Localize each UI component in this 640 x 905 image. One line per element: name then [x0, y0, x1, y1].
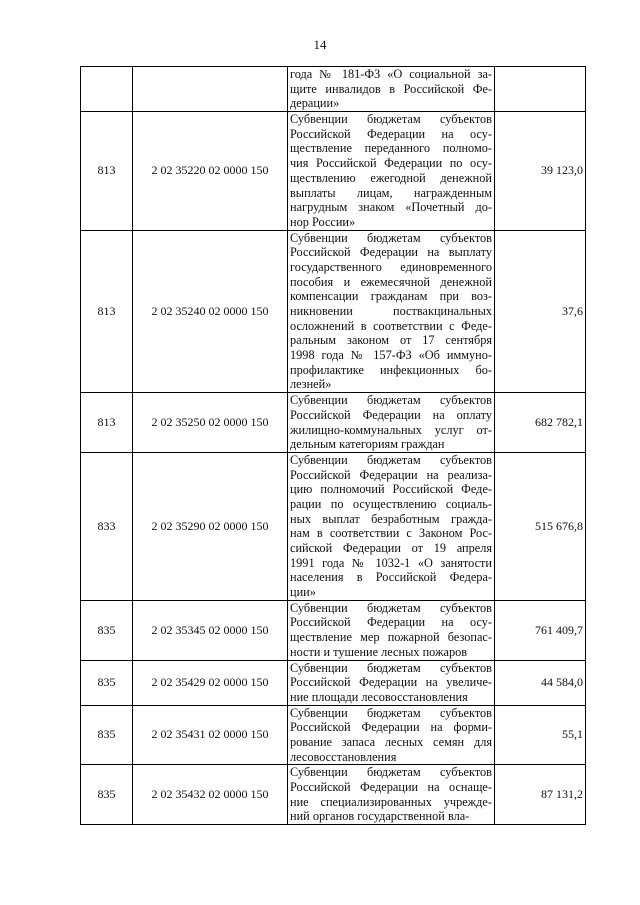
admin-code-cell: 835 — [81, 705, 133, 765]
description-line: дерации» — [290, 96, 340, 111]
description-line: Субвенции бюджетам субъектов — [290, 705, 492, 720]
amount-cell: 44 584,0 — [495, 660, 586, 705]
description-line: лезней» — [290, 377, 332, 392]
budget-classification-code-cell: 2 02 35429 02 0000 150 — [133, 660, 288, 705]
description-line: Российской Федерации на оплату — [290, 407, 492, 422]
amount-cell: 39 123,0 — [495, 112, 586, 231]
description-line: ний органов государственной вла- — [290, 809, 470, 824]
budget-classification-code-cell: 2 02 35290 02 0000 150 — [133, 452, 288, 600]
table-row — [81, 765, 586, 825]
description-cell — [288, 112, 495, 231]
description-line: лесовосстановления — [290, 749, 397, 764]
description-line: компенсации гражданам при воз- — [290, 289, 492, 304]
admin-code-cell: 813 — [81, 393, 133, 453]
table-row — [81, 705, 586, 765]
description-line: Российской Федерации на выплату — [290, 245, 492, 260]
description-line: ществление переданного полномо- — [290, 141, 492, 156]
description-line: ности и тушение лесных пожаров — [290, 644, 468, 659]
admin-code-cell: 835 — [81, 600, 133, 660]
description-line: населения в Российской Федера- — [290, 570, 492, 585]
amount-cell: 37,6 — [495, 230, 586, 393]
amount-cell: 761 409,7 — [495, 600, 586, 660]
description-line: года № 181-ФЗ «О социальной за- — [290, 67, 492, 81]
budget-table — [80, 66, 586, 825]
description-line: государственного единовременного — [290, 259, 492, 274]
description-cell — [288, 67, 495, 112]
description-cell — [288, 600, 495, 660]
admin-code-cell: 833 — [81, 452, 133, 600]
budget-classification-code-cell: 2 02 35431 02 0000 150 — [133, 705, 288, 765]
description-line: осложнений в соответствии с Феде- — [290, 318, 492, 333]
description-cell — [288, 660, 495, 705]
description-line: чия Российской Федерации по осу- — [290, 156, 492, 171]
description-line: цию полномочий Российской Феде- — [290, 482, 492, 497]
admin-code-cell — [81, 67, 133, 112]
description-line: Российской Федерации на осу- — [290, 126, 492, 141]
description-line: Субвенции бюджетам субъектов — [290, 660, 492, 675]
amount-cell: 55,1 — [495, 705, 586, 765]
table-row — [81, 452, 586, 600]
description-line: ществление мер пожарной безопас- — [290, 630, 492, 645]
description-cell — [288, 230, 495, 393]
description-line: 1998 года № 157-ФЗ «Об иммуно- — [290, 348, 492, 363]
budget-classification-code-cell: 2 02 35250 02 0000 150 — [133, 393, 288, 453]
description-line: Российской Федерации на увеличе- — [290, 675, 492, 690]
description-line: Российской Федерации на осу- — [290, 615, 492, 630]
amount-cell: 87 131,2 — [495, 765, 586, 825]
amount-cell: 515 676,8 — [495, 452, 586, 600]
description-cell — [288, 452, 495, 600]
description-line: ных выплат безработным гражда- — [290, 511, 492, 526]
description-line: 1991 года № 1032-1 «О занятости — [290, 555, 492, 570]
page-number: 14 — [313, 37, 327, 52]
description-line: Субвенции бюджетам субъектов — [290, 393, 492, 408]
admin-code-cell: 835 — [81, 660, 133, 705]
amount-cell — [495, 67, 586, 112]
description-line: нор России» — [290, 214, 356, 229]
amount-cell: 682 782,1 — [495, 393, 586, 453]
description-line: нам в соответствии с Законом Рос- — [290, 526, 492, 541]
table-row — [81, 393, 586, 453]
description-line: Субвенции бюджетам субъектов — [290, 600, 492, 615]
description-line: пособия и ежемесячной денежной — [290, 274, 492, 289]
description-line: Российской Федерации на форми- — [290, 720, 492, 735]
table-row — [81, 230, 586, 393]
description-line: нагрудным знаком «Почетный до- — [290, 200, 492, 215]
description-line: ральным законом от 17 сентября — [290, 333, 492, 348]
description-cell — [288, 765, 495, 825]
description-line: Российской Федерации на реализа- — [290, 467, 492, 482]
budget-classification-code-cell: 2 02 35432 02 0000 150 — [133, 765, 288, 825]
description-line: рации по осуществлению социаль- — [290, 496, 492, 511]
description-cell — [288, 393, 495, 453]
description-line: Российской Федерации на оснаще- — [290, 780, 492, 794]
budget-classification-code-cell — [133, 67, 288, 112]
description-line: щите инвалидов в Российской Фе- — [290, 81, 492, 96]
description-line: ции» — [290, 585, 316, 600]
table-row — [81, 600, 586, 660]
admin-code-cell: 813 — [81, 230, 133, 393]
table-row — [81, 660, 586, 705]
description-line: Субвенции бюджетам субъектов — [290, 452, 492, 467]
description-line: никновении поствакцинальных — [290, 304, 492, 318]
budget-classification-code-cell: 2 02 35240 02 0000 150 — [133, 230, 288, 393]
description-line: ние специализированных учрежде- — [290, 794, 492, 809]
description-line: рование запаса лесных семян для — [290, 734, 492, 749]
description-line: выплаты лицам, награжденным — [290, 185, 492, 200]
budget-classification-code-cell: 2 02 35220 02 0000 150 — [133, 112, 288, 231]
description-line: Субвенции бюджетам субъектов — [290, 112, 492, 127]
admin-code-cell: 813 — [81, 112, 133, 231]
table-row — [81, 67, 586, 112]
description-line: профилактике инфекционных бо- — [290, 362, 492, 377]
description-line: сийской Федерации от 19 апреля — [290, 541, 492, 555]
description-line: дельным категориям граждан — [290, 437, 445, 452]
description-line: жилищно-коммунальных услуг от- — [290, 422, 492, 437]
description-cell — [288, 705, 495, 765]
description-line: Субвенции бюджетам субъектов — [290, 765, 492, 780]
description-line: ние площади лесовосстановления — [290, 689, 468, 704]
description-line: Субвенции бюджетам субъектов — [290, 230, 492, 245]
description-line: ществлению ежегодной денежной — [290, 170, 492, 185]
budget-classification-code-cell: 2 02 35345 02 0000 150 — [133, 600, 288, 660]
admin-code-cell: 835 — [81, 765, 133, 825]
table-row — [81, 112, 586, 231]
